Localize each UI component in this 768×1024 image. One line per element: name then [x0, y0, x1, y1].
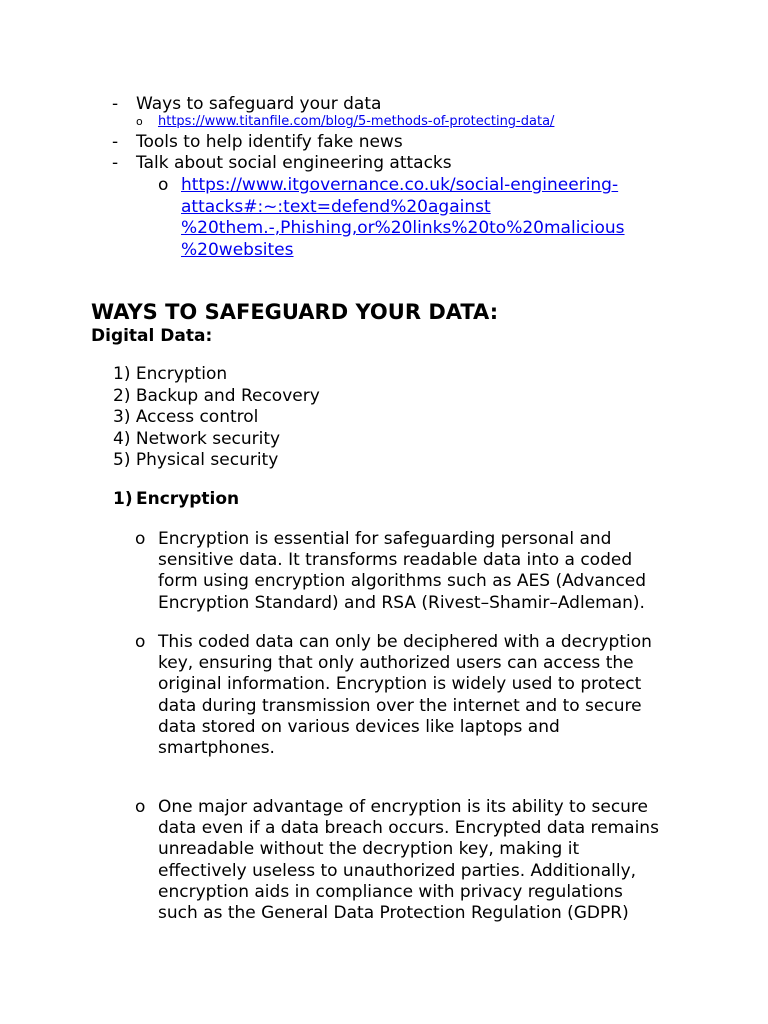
numbered-list-item: 2) Backup and Recovery [113, 385, 320, 406]
itgovernance-link-line[interactable]: %20websites [181, 239, 294, 260]
titanfile-link[interactable]: https://www.titanfile.com/blog/5-methods-of-protecting-data/ [158, 114, 555, 129]
encryption-heading: Encryption [136, 489, 240, 509]
numbered-list-item: 1) Encryption [113, 364, 228, 384]
paragraph-line: sensitive data. It transforms readable data into a coded [158, 550, 633, 571]
section-subheading: Digital Data: [91, 326, 213, 346]
paragraph-line: original information. Encryption is widely used to protect [158, 674, 642, 695]
bullet-paragraph [0, 797, 768, 927]
paragraph-line: data stored on various devices like laptops and [158, 716, 560, 737]
paragraph-line: smartphones. [158, 738, 275, 758]
dash-bullet: - [112, 132, 119, 152]
paragraph-line: data even if a data breach occurs. Encrypted data remains [158, 818, 659, 839]
list-item-text: Ways to safeguard your data [136, 94, 382, 114]
itgovernance-link-line[interactable]: attacks#:~:text=defend%20against [181, 196, 491, 217]
sub-list-item [0, 175, 768, 263]
circle-bullet: o [135, 632, 146, 652]
paragraph-line: One major advantage of encryption is its ability to secure [158, 797, 649, 817]
numbered-list-item: 4) Network security [113, 428, 281, 449]
circle-bullet: o [136, 115, 143, 128]
section-heading: WAYS TO SAFEGUARD YOUR DATA: [91, 300, 499, 324]
paragraph-line: form using encryption algorithms such as AES (Advanced [158, 571, 647, 592]
paragraph-line: key, ensuring that only authorized users can access the [158, 653, 634, 674]
paragraph-line: Encryption is essential for safeguarding personal and [158, 529, 612, 549]
paragraph-line: Encryption Standard) and RSA (Rivest–Shamir–Adleman). [158, 592, 645, 613]
bullet-paragraph [0, 529, 768, 619]
numbered-list-item: 5) Physical security [113, 450, 279, 470]
list-item [0, 132, 768, 152]
paragraph-line: This coded data can only be deciphered with a decryption [158, 632, 652, 652]
circle-bullet: o [158, 175, 169, 195]
sub-list-item [0, 114, 768, 130]
circle-bullet: o [135, 797, 146, 817]
list-item [0, 153, 768, 173]
circle-bullet: o [135, 529, 146, 549]
dash-bullet: - [112, 153, 119, 173]
list-item [0, 94, 768, 114]
encryption-heading-number: 1) [113, 489, 133, 509]
dash-bullet: - [112, 94, 119, 114]
numbered-list-item: 3) Access control [113, 407, 259, 427]
paragraph-line: effectively useless to unauthorized parties. Additionally, [158, 860, 637, 881]
itgovernance-link-line[interactable]: %20them.-,Phishing,or%20links%20to%20malicious [181, 218, 625, 238]
paragraph-line: data during transmission over the internet and to secure [158, 695, 642, 716]
paragraph-line: such as the General Data Protection Regulation (GDPR) [158, 903, 629, 923]
itgovernance-link-line[interactable]: https://www.itgovernance.co.uk/social-engineering- [181, 175, 619, 195]
paragraph-line: encryption aids in compliance with privacy regulations [158, 881, 623, 902]
bullet-paragraph [0, 632, 768, 762]
paragraph-line: unreadable without the decryption key, making it [158, 839, 580, 860]
list-item-text: Talk about social engineering attacks [136, 153, 452, 173]
list-item-text: Tools to help identify fake news [136, 132, 403, 152]
